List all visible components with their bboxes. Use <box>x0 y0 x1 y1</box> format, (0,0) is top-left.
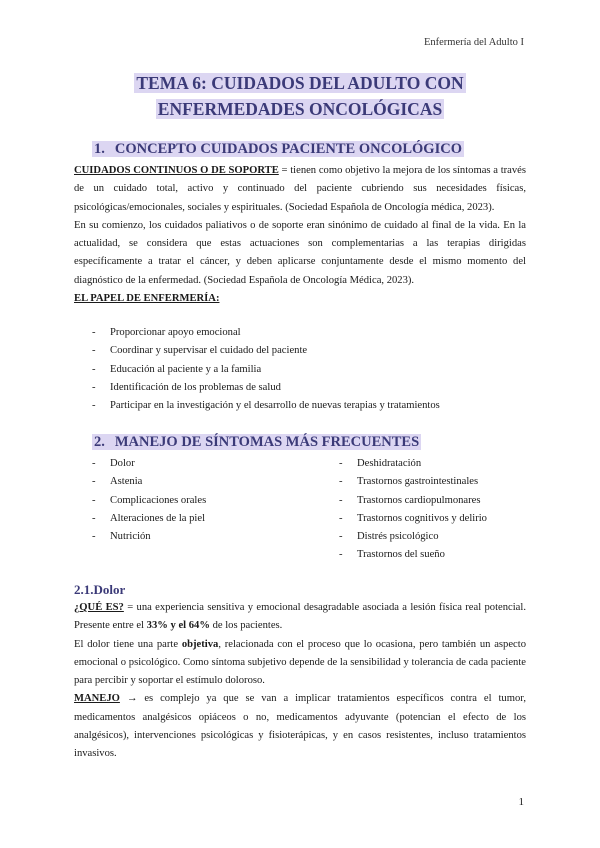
section-2-heading <box>92 434 421 451</box>
section-2-title: MANEJO DE SÍNTOMAS MÁS FRECUENTES <box>114 434 420 450</box>
symptoms-list-left <box>92 455 206 546</box>
subsection-2-1-body <box>74 599 526 764</box>
arrow-icon: → <box>119 693 145 705</box>
list-item: - Complicaciones orales <box>92 492 206 510</box>
section-1-number: 1. <box>94 141 105 157</box>
nursing-role-list <box>92 324 440 415</box>
nursing-role-heading: EL PAPEL DE ENFERMERÍA: <box>74 293 220 305</box>
management-paragraph <box>74 690 526 763</box>
title-line-1: TEMA 6: CUIDADOS DEL ADULTO CON <box>136 73 464 93</box>
what-is-paragraph <box>74 599 526 636</box>
what-is-label: ¿QUÉ ES? <box>74 602 124 613</box>
context-paragraph: En su comienzo, los cuidados paliativos o de soporte eran sinónimo de cuidado al final de la vida. En la actualidad, se considera que estas actuaciones son complementarias a las terapias dirigidas específicamente a tratar el cáncer, y deben aplicarse conjuntamente desde el mismo momento del diagnóstico de la enfermedad. (Sociedad Española de Oncología Médica, 2023). <box>74 219 526 286</box>
definition-paragraph <box>74 162 526 217</box>
list-item: - Educación al paciente y a la familia <box>92 361 440 379</box>
objective-term: objetiva <box>181 638 219 650</box>
symptoms-list-right <box>339 455 487 565</box>
list-item: - Coordinar y supervisar el cuidado del paciente <box>92 342 440 360</box>
list-item: - Trastornos cardiopulmonares <box>339 492 487 510</box>
section-1-body <box>74 162 526 308</box>
management-label: MANEJO <box>74 693 120 705</box>
list-item: - Distrés psicológico <box>339 528 487 546</box>
definition-term: CUIDADOS CONTINUOS O DE SOPORTE <box>74 165 279 176</box>
list-item: - Identificación de los problemas de salud <box>92 379 440 397</box>
section-1-title: CONCEPTO CUIDADOS PACIENTE ONCOLÓGICO <box>114 141 462 157</box>
objective-paragraph <box>74 636 526 691</box>
subsection-2-1-heading: 2.1.Dolor <box>74 582 126 597</box>
list-item: - Proporcionar apoyo emocional <box>92 324 440 342</box>
page-number: 1 <box>518 796 524 808</box>
list-item: - Dolor <box>92 455 206 473</box>
objective-text: El dolor tiene una parte <box>74 638 182 650</box>
what-is-text-end: de los pacientes. <box>209 620 283 632</box>
section-1-heading <box>92 141 464 158</box>
section-2-number: 2. <box>94 434 105 450</box>
list-item: - Deshidratación <box>339 455 487 473</box>
list-item: - Participar en la investigación y el desarrollo de nuevas terapias y tratamientos <box>92 397 440 415</box>
page-title <box>0 70 600 122</box>
title-line-2: ENFERMEDADES ONCOLÓGICAS <box>157 99 443 119</box>
prevalence-range: 33% y el 64% <box>146 620 210 632</box>
list-item: - Nutrición <box>92 528 206 546</box>
list-item: - Alteraciones de la piel <box>92 510 206 528</box>
list-item: - Astenia <box>92 473 206 491</box>
what-is-text: = una experiencia sensitiva y emocional desagradable asociada a lesión física real potencial. Presente entre el <box>74 602 526 632</box>
objective-text-end: , relacionada con el proceso que lo ocasiona, pero también un aspecto emocional o psicológico. Como síntoma subjetivo depende de la sensibilidad y tolerancia de cada paciente para percibir y soportar el estímulo doloroso. <box>74 638 526 687</box>
list-item: - Trastornos cognitivos y delirio <box>339 510 487 528</box>
running-header: Enfermería del Adulto I <box>423 37 524 48</box>
list-item: - Trastornos del sueño <box>339 546 487 564</box>
definition-text: = tienen como objetivo la mejora de los síntomas a través de un cuidado total, activo y continuado del paciente cubriendo sus necesidades físicas, psicológicas/emocionales, sociales y espirituales. (Sociedad Española de Oncología médica, 2023). <box>74 165 526 213</box>
management-text: es complejo ya que se van a implicar tratamientos específicos contra el tumor, medicamentos analgésicos opiáceos o no, medicamentos adyuvante (potencian el efecto de los analgésicos), intervenciones psicológicas y fisioterápicas, y en casos resistentes, incluso tratamientos invasivos. <box>74 693 527 760</box>
list-item: - Trastornos gastrointestinales <box>339 473 487 491</box>
